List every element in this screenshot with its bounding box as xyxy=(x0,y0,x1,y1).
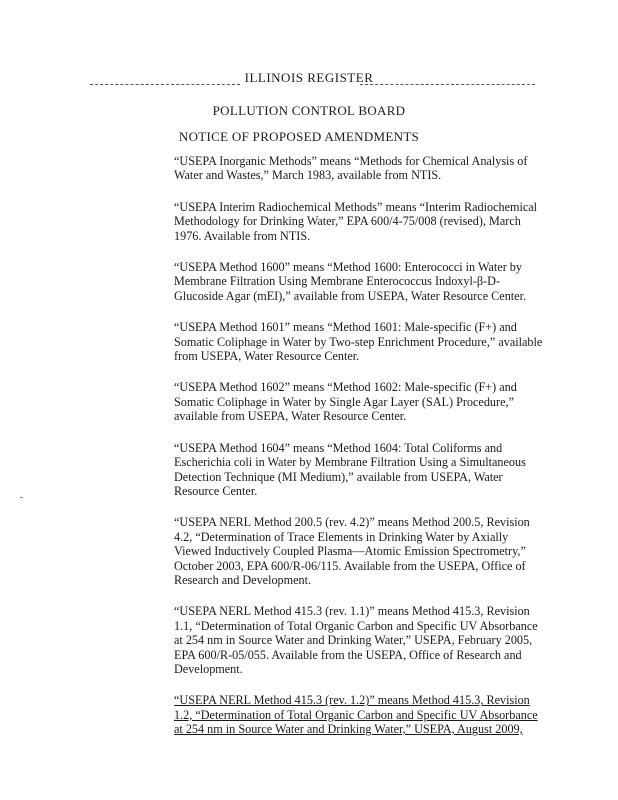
definitions-list xyxy=(174,154,546,754)
definition-usepa-method-1601: “USEPA Method 1601” means “Method 1601: Male-specific (F+) and Somatic Coliphage in Water by Two-step Enrichment Procedure,” available from USEPA, Water Resource Center. xyxy=(174,320,543,364)
definition-usepa-method-1602: “USEPA Method 1602” means “Method 1602: Male-specific (F+) and Somatic Coliphage in Water by Single Agar Layer (SAL) Procedure,” available from USEPA, Water Resource Center. xyxy=(174,380,517,424)
definition-nerl-method-200-5: “USEPA NERL Method 200.5 (rev. 4.2)” means Method 200.5, Revision 4.2, “Determination of Trace Elements in Drinking Water by Axially Viewed Inductively Coupled Plasma—Atomic Emission Spectrometry,” October 2003, EPA 600/R-06/115. Available from the USEPA, Office of Research and Development. xyxy=(174,515,530,587)
definition-usepa-method-1604: “USEPA Method 1604” means “Method 1604: Total Coliforms and Escherichia coli in Water by Membrane Filtration Using a Simultaneous Detection Technique (MI Medium),” available from USEPA, Water Resource Center. xyxy=(174,440,526,498)
margin-mark xyxy=(20,497,23,498)
definition-usepa-interim-radiochemical: “USEPA Interim Radiochemical Methods” means “Interim Radiochemical Methodology for Drinking Water,” EPA 600/4-75/008 (revised), March 1976. Available from NTIS. xyxy=(174,199,538,243)
definition-nerl-method-415-3-rev-1-1: “USEPA NERL Method 415.3 (rev. 1.1)” means Method 415.3, Revision 1.1, “Determination of Total Organic Carbon and Specific UV Absorbance at 254 nm in Source Water and Drinking Water,” USEPA, February 2005, EPA 600/R-05/055. Available from the USEPA, Office of Research and Development. xyxy=(174,604,538,676)
notice-title: NOTICE OF PROPOSED AMENDMENTS xyxy=(178,129,420,144)
definition-usepa-method-1600: “USEPA Method 1600” means “Method 1600: Enterococci in Water by Membrane Filtration Using Membrane Enterococcus Indoxyl-β-D-Glucoside Agar (mEI),” available from USEPA, Water Resource Center. xyxy=(174,260,527,303)
header-rule-right xyxy=(360,84,535,85)
definition-usepa-inorganic-methods: “USEPA Inorganic Methods” means “Methods for Chemical Analysis of Water and Wastes,” March 1983, available from NTIS. xyxy=(174,154,528,183)
board-name: POLLUTION CONTROL BOARD xyxy=(212,103,406,118)
definition-nerl-method-415-3-rev-1-2: “USEPA NERL Method 415.3 (rev. 1.2)” means Method 415.3, Revision 1.2, “Determination of Total Organic Carbon and Specific UV Absorbance at 254 nm in Source Water and Drinking Water,” USEPA, August 2009, xyxy=(174,693,538,737)
register-title: ILLINOIS REGISTER xyxy=(244,70,374,85)
